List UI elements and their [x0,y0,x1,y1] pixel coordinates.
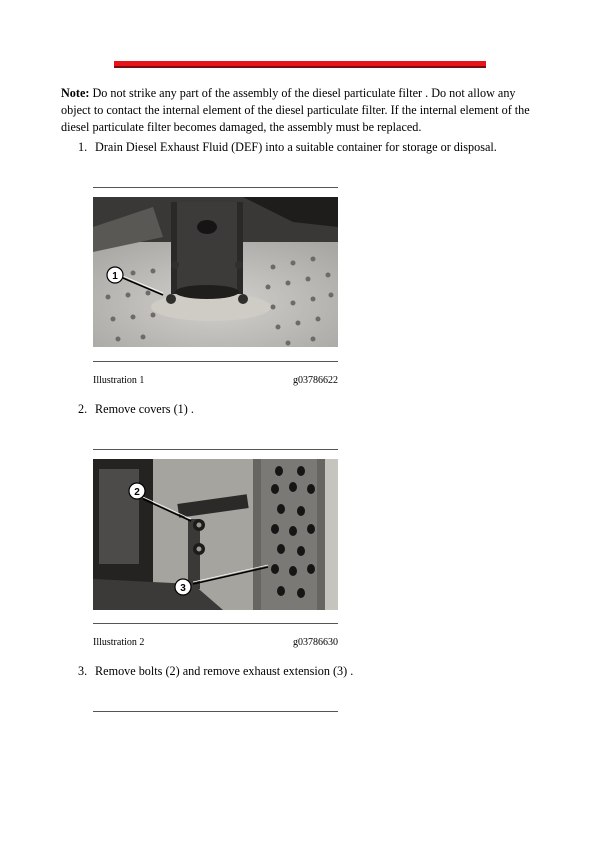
step-3 [78,663,353,679]
illustration-1-caption: Illustration 1 [93,375,145,386]
illustration-1-photo [93,197,338,347]
callout-3: 3 [180,583,186,594]
step-text: Remove bolts (2) and remove exhaust extension (3) . [95,664,354,678]
step-2 [78,401,194,417]
note-paragraph [61,85,541,136]
illustration-1-code: g03786622 [293,375,338,386]
header-red-bar-shadow [114,66,486,68]
illustration-2-image [93,459,338,610]
step-number: 3. [78,664,88,678]
step-text: Remove covers (1) . [95,402,194,416]
illustration-1-top-rule [93,187,338,188]
callout-1: 1 [112,271,118,282]
illustration-1-bottom-rule [93,361,338,362]
note-label: Note: [61,86,90,100]
illustration-2-top-rule [93,449,338,450]
callout-2: 2 [134,487,140,498]
step-number: 2. [78,402,88,416]
step-text: Drain Diesel Exhaust Fluid (DEF) into a suitable container for storage or disposal. [95,140,497,154]
step-1 [78,139,497,155]
note-text: Do not strike any part of the assembly of the diesel particulate filter . Do not allow any object to contact the internal element of the diesel particulate filter. If the internal element of the diesel particulate filter becomes damaged, the assembly must be replaced. [61,86,530,134]
illustration-1-image [93,197,338,347]
illustration-3-top-rule [93,711,338,712]
step-number: 1. [78,140,88,154]
illustration-2-code: g03786630 [293,637,338,648]
illustration-2-caption: Illustration 2 [93,637,145,648]
illustration-2-photo [93,459,338,610]
illustration-2-bottom-rule [93,623,338,624]
